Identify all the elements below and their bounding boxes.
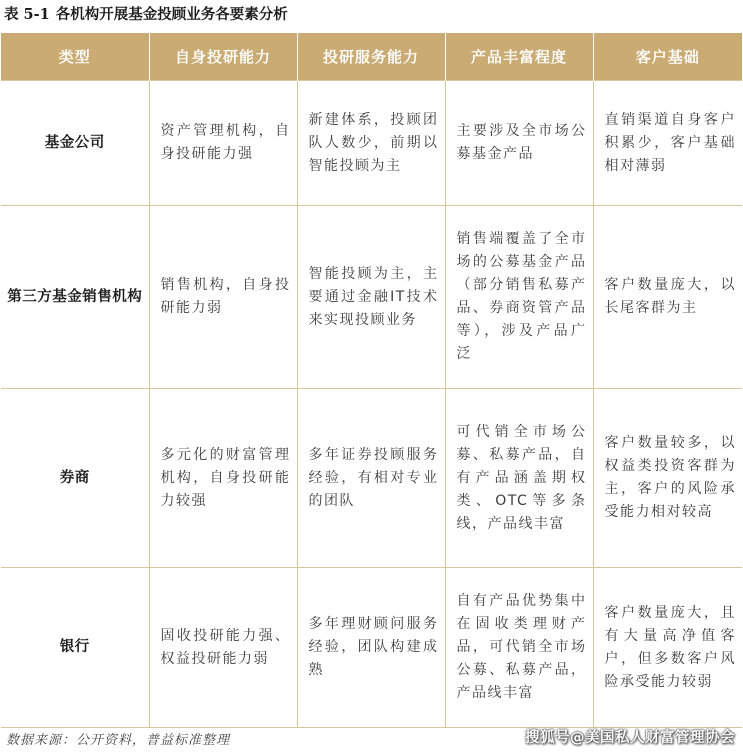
cell-type: 基金公司 [1,81,149,206]
cell-products: 主要涉及全市场公募基金产品 [445,81,593,206]
table-header-row [1,33,742,81]
analysis-table [1,33,742,728]
cell-clients: 客户数量庞大，且有大量高净值客户，但多数客户风险承受能力较弱 [593,568,742,728]
analysis-table-container [1,33,742,728]
cell-products: 可代销全市场公募、私募产品，自有产品涵盖期权类、OTC等多条线，产品线丰富 [445,389,593,568]
cell-service: 智能投顾为主，主要通过金融IT技术来实现投顾业务 [297,206,445,389]
cell-research: 资产管理机构，自身投研能力强 [149,81,297,206]
cell-clients: 客户数量庞大，以长尾客群为主 [593,206,742,389]
table-row [1,389,742,568]
cell-research: 多元化的财富管理机构，自身投研能力较强 [149,389,297,568]
cell-research: 销售机构，自身投研能力弱 [149,206,297,389]
header-service: 投研服务能力 [297,33,445,81]
header-type: 类型 [1,33,149,81]
data-source-note: 数据来源：公开资料，普益标准整理 [6,733,231,748]
header-products: 产品丰富程度 [445,33,593,81]
header-research: 自身投研能力 [149,33,297,81]
cell-products: 销售端覆盖了全市场的公募基金产品（部分销售私募产品、券商资管产品等），涉及产品广泛 [445,206,593,389]
table-row [1,81,742,206]
header-clients: 客户基础 [593,33,742,81]
cell-type: 第三方基金销售机构 [1,206,149,389]
cell-service: 新建体系，投顾团队人数少，前期以智能投顾为主 [297,81,445,206]
table-number: 表 5-1 [4,6,50,23]
cell-type: 券商 [1,389,149,568]
table-row [1,568,742,728]
cell-products: 自有产品优势集中在固收类理财产品，可代销全市场公募、私募产品，产品线丰富 [445,568,593,728]
cell-clients: 直销渠道自身客户积累少，客户基础相对薄弱 [593,81,742,206]
cell-research: 固收投研能力强、权益投研能力弱 [149,568,297,728]
cell-clients: 客户数量较多，以权益类投资客群为主，客户的风险承受能力相对较高 [593,389,742,568]
table-caption [4,3,288,24]
table-title: 各机构开展基金投顾业务各要素分析 [55,6,288,23]
cell-service: 多年证券投顾服务经验，有相对专业的团队 [297,389,445,568]
watermark: 搜狐号@美国私人财富管理协会 [525,730,735,746]
cell-type: 银行 [1,568,149,728]
cell-service: 多年理财顾问服务经验，团队构建成熟 [297,568,445,728]
table-row [1,206,742,389]
